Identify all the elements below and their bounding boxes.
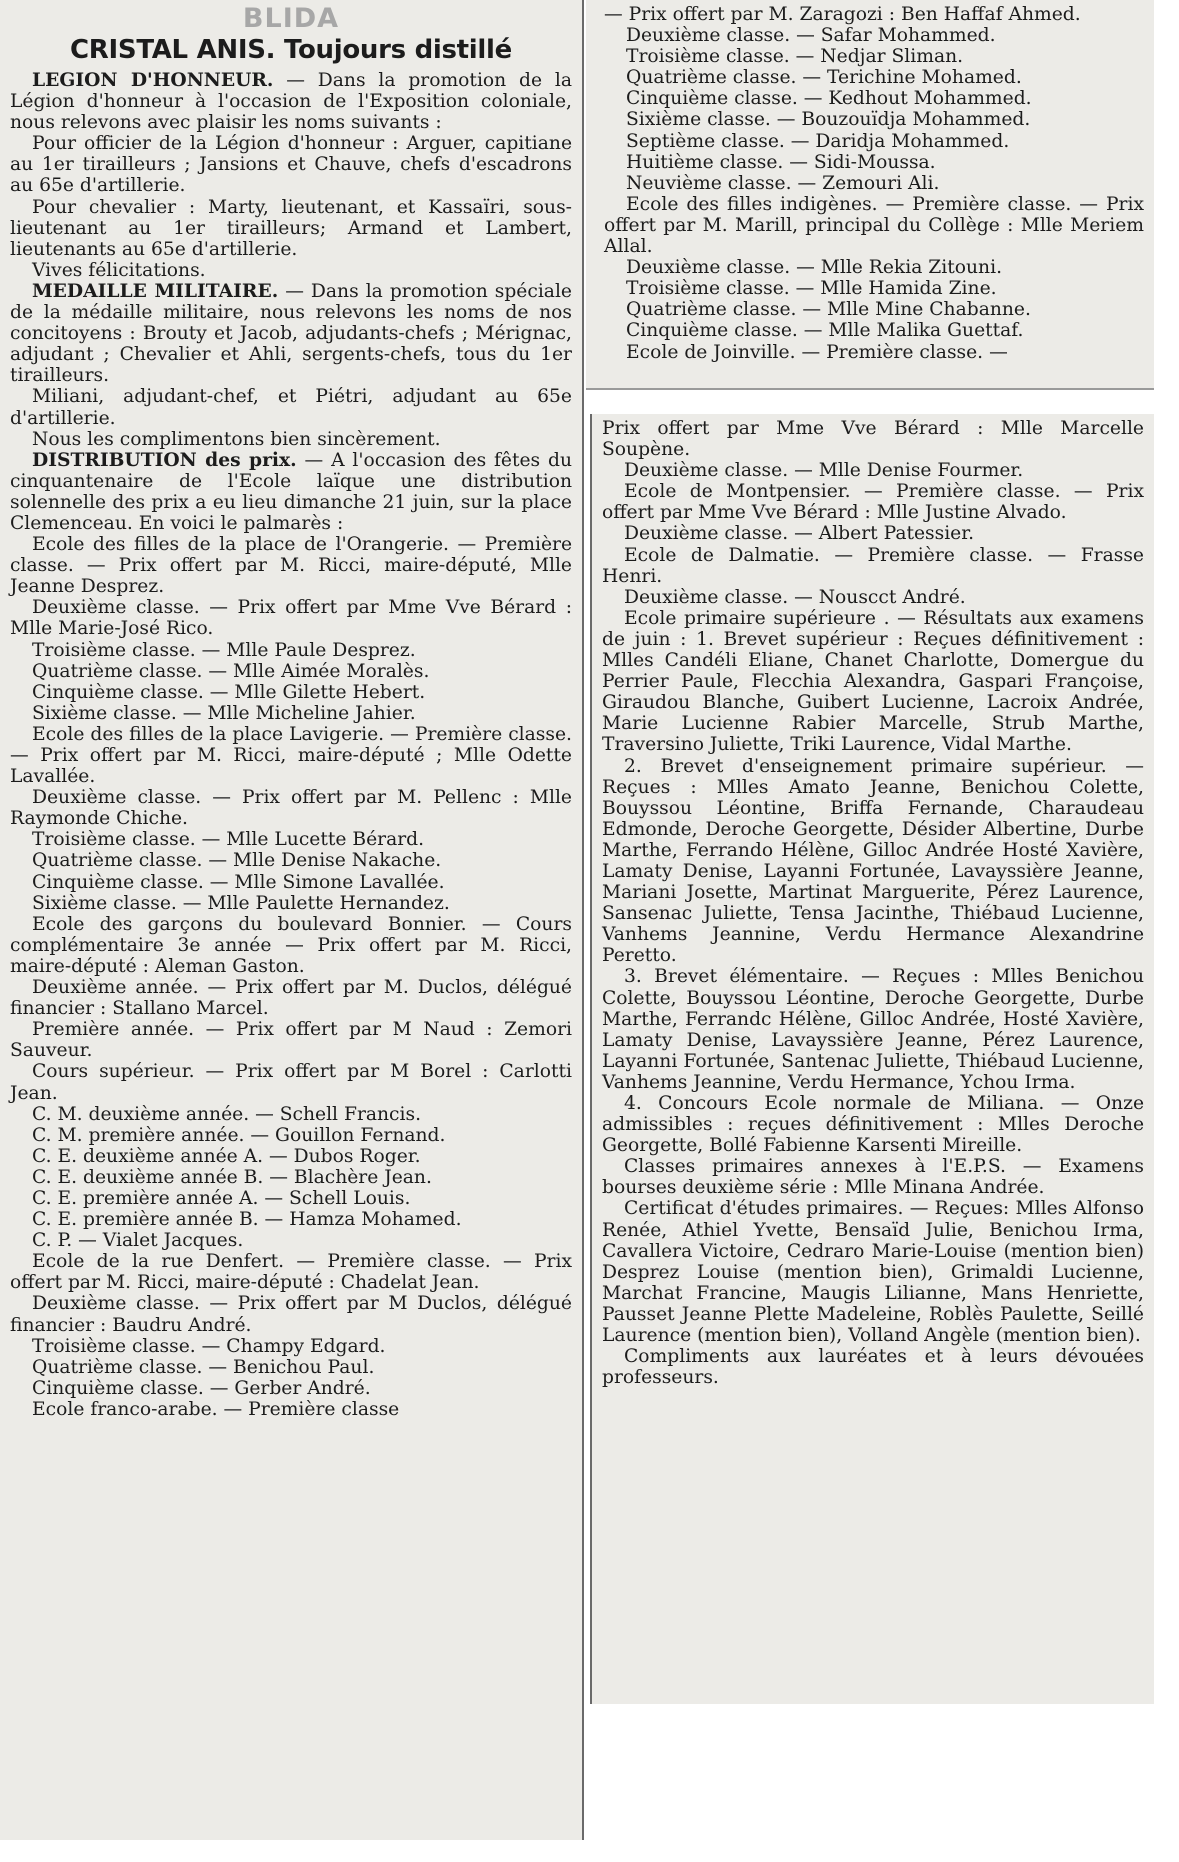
paragraph xyxy=(604,4,1144,25)
paragraph xyxy=(10,534,572,597)
paragraph-text: Cinquième classe. — Mlle Malika Guettaf. xyxy=(626,320,1024,342)
paragraph-text: C. E. première année B. — Hamza Mohamed. xyxy=(32,1209,462,1231)
paragraph-text: Ecole de Montpensier. — Première classe. — Prix offert par Mme Vve Bérard : Mlle Justine Alvado. xyxy=(602,481,1144,524)
paragraph xyxy=(602,1156,1144,1198)
paragraph xyxy=(602,545,1144,587)
paragraph-text: Neuvième classe. — Zemouri Ali. xyxy=(626,172,940,194)
paragraph xyxy=(604,257,1144,278)
paragraph xyxy=(604,46,1144,67)
paragraph-text: Deuxième classe. — Albert Patessier. xyxy=(624,523,975,545)
paragraph xyxy=(10,386,572,428)
right-top-column-body xyxy=(604,4,1144,363)
paragraph-text: Ecole de Dalmatie. — Première classe. — Frasse Henri. xyxy=(602,544,1144,587)
paragraph xyxy=(10,1188,572,1209)
paragraph xyxy=(604,25,1144,46)
paragraph-text: Deuxième classe. — Prix offert par M Duclos, délégué financier : Baudru André. xyxy=(10,1293,572,1336)
paragraph-text: Sixième classe. — Bouzouïdja Mohammed. xyxy=(626,109,1031,131)
paragraph xyxy=(604,278,1144,299)
paragraph xyxy=(10,1251,572,1293)
paragraph xyxy=(10,1146,572,1167)
paragraph xyxy=(602,523,1144,544)
paragraph-text: Sixième classe. — Mlle Micheline Jahier. xyxy=(32,702,416,724)
paragraph xyxy=(10,133,572,196)
paragraph-text: Troisième classe. — Champy Edgard. xyxy=(32,1335,386,1357)
paragraph xyxy=(10,661,572,682)
paragraph xyxy=(602,608,1144,756)
paragraph xyxy=(602,756,1144,967)
paragraph-lead: LEGION D'HONNEUR. xyxy=(32,69,274,91)
paragraph xyxy=(10,1019,572,1061)
paragraph xyxy=(604,173,1144,194)
paragraph-text: C. E. deuxième année B. — Blachère Jean. xyxy=(32,1166,432,1188)
paragraph-text: Cours supérieur. — Prix offert par M Borel : Carlotti Jean. xyxy=(10,1061,572,1104)
paragraph-text: C. E. deuxième année A. — Dubos Roger. xyxy=(32,1145,421,1167)
paragraph-text: Prix offert par Mme Vve Bérard : Mlle Marcelle Soupène. xyxy=(602,418,1144,461)
paragraph xyxy=(602,1093,1144,1156)
paragraph xyxy=(604,194,1144,257)
paragraph xyxy=(602,481,1144,523)
paragraph-text: Sixième classe. — Mlle Paulette Hernandez. xyxy=(32,892,450,914)
paragraph-text: C. M. première année. — Gouillon Fernand. xyxy=(32,1124,446,1146)
paragraph xyxy=(10,1125,572,1146)
paragraph-text: Ecole des filles indigènes. — Première classe. — Prix offert par M. Marill, principal du Collège : Mlle Meriem Allal. xyxy=(604,193,1144,258)
paragraph-text: C. E. première année A. — Schell Louis. xyxy=(32,1187,411,1209)
paragraph-text: C. M. deuxième année. — Schell Francis. xyxy=(32,1103,422,1125)
paragraph xyxy=(604,342,1144,363)
paragraph xyxy=(10,682,572,703)
paragraph xyxy=(10,1167,572,1188)
paragraph-text: Pour officier de la Légion d'honneur : Arguer, capitiane au 1er tirailleurs ; Jansions et Chauve, chefs d'escadrons au 65e d'artillerie. xyxy=(10,133,572,197)
paragraph-text: — Prix offert par M. Zaragozi : Ben Haffaf Ahmed. xyxy=(604,4,1081,25)
paragraph-text: Ecole de Joinville. — Première classe. — xyxy=(626,341,1008,363)
paragraph-text: Compliments aux lauréates et à leurs dévouées professeurs. xyxy=(602,1346,1144,1389)
paragraph xyxy=(10,787,572,829)
paragraph-text: Nous les complimentons bien sincèrement. xyxy=(32,428,441,450)
paragraph xyxy=(10,977,572,1019)
paragraph-text: Deuxième année. — Prix offert par M. Duclos, délégué financier : Stallano Marcel. xyxy=(10,977,572,1020)
paragraph xyxy=(10,1104,572,1125)
paragraph xyxy=(10,850,572,871)
paragraph xyxy=(10,70,572,133)
paragraph xyxy=(604,109,1144,130)
paragraph-text: Ecole des filles de la place Lavigerie. — Première classe. — Prix offert par M. Ricci, maire-député ; Mlle Odette Lavallée. xyxy=(10,723,572,788)
paragraph-text: Ecole des filles de la place de l'Orangerie. — Première classe. — Prix offert par M. Ricci, maire-député, Mlle Jeanne Desprez. xyxy=(10,534,572,598)
paragraph xyxy=(10,1378,572,1399)
paragraph xyxy=(10,1209,572,1230)
paragraph-text: Cinquième classe. — Mlle Gilette Hebert. xyxy=(32,681,426,703)
paragraph xyxy=(10,893,572,914)
paragraph-lead: DISTRIBUTION des prix. xyxy=(32,448,297,471)
paragraph-text: Quatrième classe. — Mlle Aimée Moralès. xyxy=(32,660,430,682)
paragraph xyxy=(10,640,572,661)
paragraph-text: Troisième classe. — Nedjar Sliman. xyxy=(626,46,964,68)
paragraph-text: Deuxième classe. — Mlle Rekia Zitouni. xyxy=(626,257,1003,279)
paragraph-text: Quatrième classe. — Terichine Mohamed. xyxy=(626,67,1022,89)
headline: CRISTAL ANIS. Toujours distillé xyxy=(70,35,512,65)
paragraph xyxy=(604,299,1144,320)
paragraph xyxy=(604,320,1144,341)
paragraph-text: Ecole primaire supérieure . — Résultats aux examens de juin : 1. Brevet supérieur : Reçues définitivement : Mlles Candéli Eliane, Chanet Charlotte, Domergue du Perrier Paule, Flecchia Alexandra, Gaspari Françoise, Giraudou Blanche, Guibert Lucienne, Lacroix Andrée, Marie Lucienne Rabier Marcelle, Strub Marthe, Traversino Juliette, Triki Laurence, Vidal Marthe. xyxy=(602,607,1144,756)
paragraph xyxy=(604,88,1144,109)
section-header: BLIDA xyxy=(242,3,340,34)
paragraph xyxy=(602,418,1144,460)
paragraph-text: Cinquième classe. — Mlle Simone Lavallée. xyxy=(32,871,445,893)
paragraph-text: Troisième classe. — Mlle Hamida Zine. xyxy=(626,278,997,300)
paragraph xyxy=(604,152,1144,173)
paragraph-text: Deuxième classe. — Mlle Denise Fourmer. xyxy=(624,460,1024,482)
paragraph xyxy=(10,829,572,850)
article-column-right-top xyxy=(586,0,1154,390)
paragraph xyxy=(602,966,1144,1093)
paragraph xyxy=(10,1230,572,1251)
paragraph xyxy=(602,1198,1144,1346)
paragraph-text: Septième classe. — Daridja Mohammed. xyxy=(626,130,1010,152)
paragraph xyxy=(602,1346,1144,1388)
paragraph xyxy=(10,1357,572,1378)
paragraph xyxy=(602,460,1144,481)
paragraph xyxy=(604,67,1144,88)
paragraph xyxy=(10,450,572,534)
paragraph xyxy=(10,914,572,977)
paragraph xyxy=(10,1336,572,1357)
paragraph-text: 4. Concours Ecole normale de Miliana. — Onze admissibles : reçues définitivement : Mlles Deroche Georgette, Bollé Fabienne Karsenti Mireille. xyxy=(602,1093,1144,1157)
left-column-body xyxy=(10,70,572,1420)
article-column-left xyxy=(0,0,584,1840)
paragraph xyxy=(604,131,1144,152)
paragraph-text: Miliani, adjudant-chef, et Piétri, adjudant au 65e d'artillerie. xyxy=(10,386,572,429)
paragraph-text: Classes primaires annexes à l'E.P.S. — Examens bourses deuxième série : Mlle Minana Andrée. xyxy=(602,1156,1144,1199)
paragraph-text: Certificat d'études primaires. — Reçues: Mlles Alfonso Renée, Athiel Yvette, Bensaïd Julie, Benichou Irma, Cavallera Victoire, Cedraro Marie-Louise (mention bien) Desprez Louise (mention bien), Grimaldi Lucienne, Marchat Francine, Maugis Lilianne, Mans Henriette, Pausset Jeanne Plette Madeleine, Roblès Paulette, Seillé Laurence (mention bien), Volland Angèle (mention bien). xyxy=(602,1198,1144,1347)
paragraph-text: Ecole franco-arabe. — Première classe xyxy=(32,1398,400,1420)
paragraph-text: Huitième classe. — Sidi-Moussa. xyxy=(626,151,936,173)
right-bottom-column-body xyxy=(602,418,1144,1388)
paragraph-lead: MEDAILLE MILITAIRE. xyxy=(32,279,279,302)
paragraph xyxy=(602,587,1144,608)
paragraph-text: — A l'occasion des fêtes du cinquantenaire de l'Ecole laïque une distribution solennelle des prix a eu lieu dimanche 21 juin, sur la place Clemenceau. En voici le palmarès : xyxy=(10,449,572,534)
paragraph xyxy=(10,429,572,450)
paragraph-text: Deuxième classe. — Prix offert par Mme Vve Bérard : Mlle Marie-José Rico. xyxy=(10,597,572,640)
paragraph-text: Troisième classe. — Mlle Lucette Bérard. xyxy=(32,829,425,851)
paragraph-text: Quatrième classe. — Mlle Mine Chabanne. xyxy=(626,299,1031,321)
article-column-right-bottom xyxy=(590,414,1154,1704)
paragraph xyxy=(10,197,572,260)
paragraph xyxy=(10,260,572,281)
paragraph-text: Pour chevalier : Marty, lieutenant, et Kassaïri, sous-lieutenant au 1er tirailleurs; Armand et Lambert, lieutenants au 65e d'artillerie. xyxy=(10,196,572,260)
paragraph-text: Cinquième classe. — Gerber André. xyxy=(32,1377,371,1399)
paragraph-text: Ecole de la rue Denfert. — Première classe. — Prix offert par M. Ricci, maire-député : Chadelat Jean. xyxy=(10,1251,572,1294)
paragraph-text: Ecole des garçons du boulevard Bonnier. — Cours complémentaire 3e année — Prix offert par M. Ricci, maire-député : Aleman Gaston. xyxy=(10,913,572,977)
paragraph-text: Vives félicitations. xyxy=(32,259,206,281)
paragraph-text: — Dans la promotion de la Légion d'honneur à l'occasion de l'Exposition coloniale, nous relevons avec plaisir les noms suivants : xyxy=(10,70,572,134)
paragraph xyxy=(10,1061,572,1103)
paragraph-text: C. P. — Vialet Jacques. xyxy=(32,1230,244,1252)
paragraph-text: Deuxième classe. — Nouscct André. xyxy=(624,586,966,608)
paragraph-text: Première année. — Prix offert par M Naud : Zemori Sauveur. xyxy=(10,1019,572,1062)
paragraph-text: Quatrième classe. — Benichou Paul. xyxy=(32,1356,375,1378)
paragraph xyxy=(10,724,572,787)
paragraph xyxy=(10,597,572,639)
paragraph-text: Cinquième classe. — Kedhout Mohammed. xyxy=(626,88,1032,110)
paragraph xyxy=(10,872,572,893)
paragraph xyxy=(10,703,572,724)
paragraph-text: — Dans la promotion spéciale de la médaille militaire, nous relevons les noms de nos concitoyens : Brouty et Jacob, adjudants-chefs ; Mérignac, adjudant ; Chevalier et Ahli, sergents-chefs, tous du 1er tirailleurs. xyxy=(10,280,572,387)
paragraph-text: Deuxième classe. — Safar Mohammed. xyxy=(626,25,996,47)
paragraph-text: Quatrième classe. — Mlle Denise Nakache. xyxy=(32,850,442,872)
paragraph xyxy=(10,281,572,386)
paragraph-text: Troisième classe. — Mlle Paule Desprez. xyxy=(32,639,416,661)
paragraph xyxy=(10,1293,572,1335)
paragraph-text: Deuxième classe. — Prix offert par M. Pellenc : Mlle Raymonde Chiche. xyxy=(10,787,572,830)
paragraph-text: 3. Brevet élémentaire. — Reçues : Mlles Benichou Colette, Bouyssou Léontine, Deroche Georgette, Durbe Marthe, Ferrandc Hélène, Gilloc Andrée, Hosté Xavière, Lamaty Denise, Lavayssière Jeanne, Pérez Laurence, Layanni Fortunée, Santenac Juliette, Thiébaud Lucienne, Vanhems Jeannine, Verdu Hermance, Ychou Irma. xyxy=(602,966,1144,1093)
paragraph xyxy=(10,1399,572,1420)
paragraph-text: 2. Brevet d'enseignement primaire supérieur. — Reçues : Mlles Amato Jeanne, Benichou Colette, Bouyssou Léontine, Briffa Fernande, Charaudeau Edmonde, Deroche Georgette, Désider Albertine, Durbe Marthe, Ferrando Hélène, Gilloc Andrée Hosté Xavière, Lamaty Denise, Layanni Fortunée, Lavayssière Jeanne, Mariani Josette, Martinat Marguerite, Pérez Laurence, Sansenac Juliette, Tensa Jacinthe, Thiébaud Lucienne, Vanhems Jeannine, Verdu Hermance Alexandrine Peretto. xyxy=(602,755,1144,967)
